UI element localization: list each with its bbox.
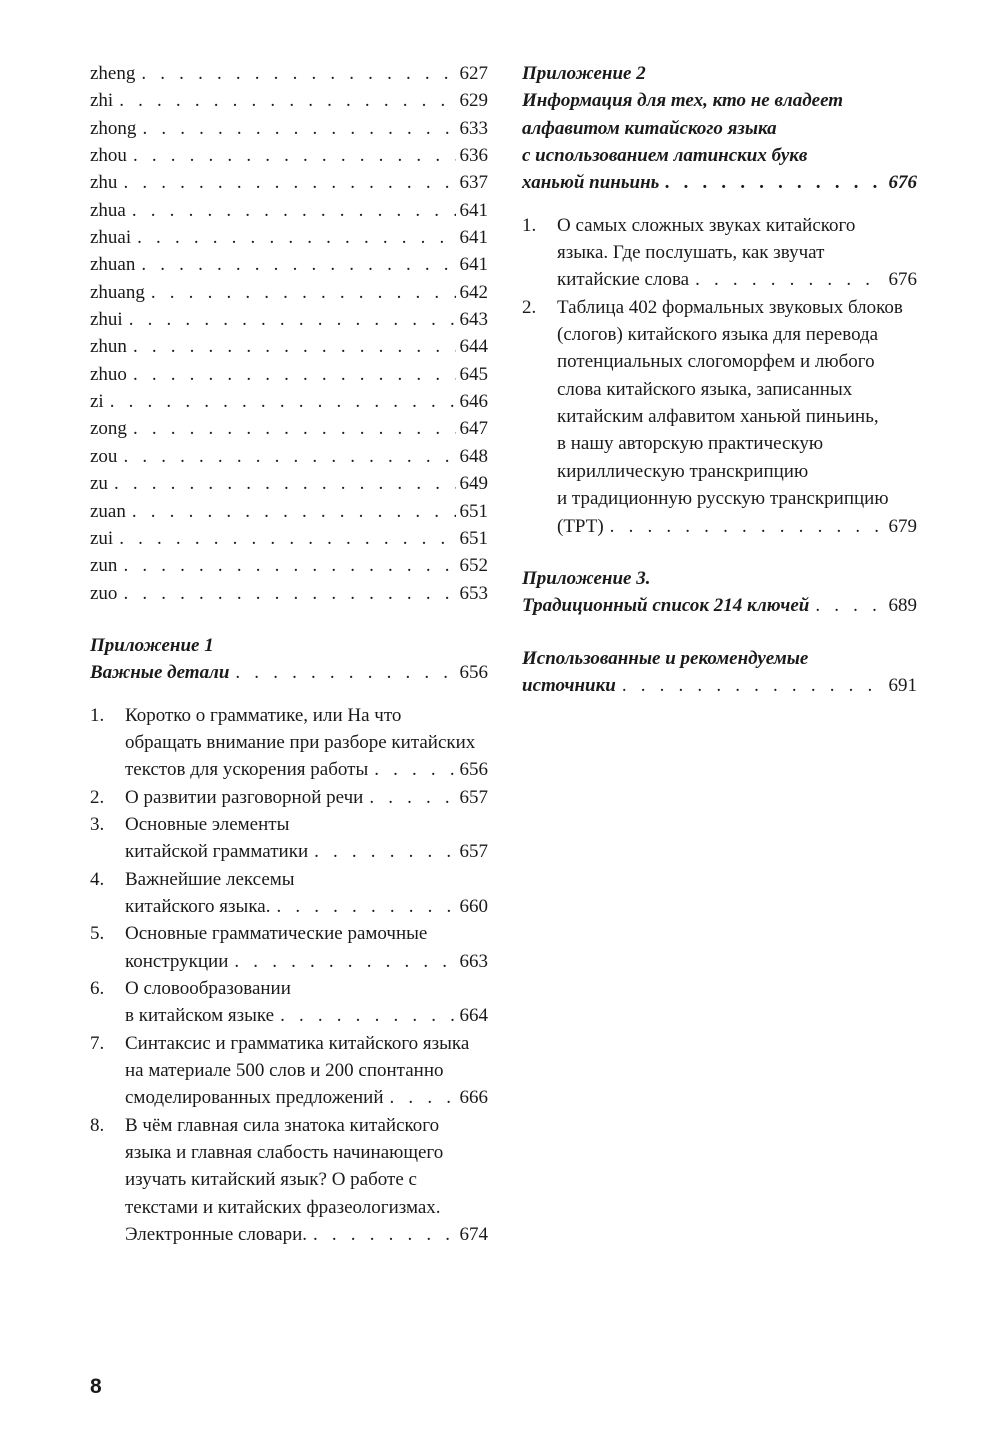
toc-entry[interactable]: [90, 1112, 488, 1249]
entry-number: 8.: [90, 1114, 105, 1136]
entry-line: слова китайского языка, записанных: [557, 378, 853, 400]
entry-page: 679: [888, 515, 917, 537]
toc-entry[interactable]: [90, 279, 488, 306]
toc-entry[interactable]: [90, 811, 488, 866]
dot-leader: [117, 169, 455, 196]
toc-entry-page: 652: [459, 555, 488, 577]
toc-entry[interactable]: [90, 784, 488, 811]
toc-entry-page: 648: [459, 445, 488, 467]
entry-body: [125, 784, 488, 811]
entry-number: 6.: [90, 978, 105, 999]
entry-page: 666: [459, 1087, 488, 1109]
dot-leader: [113, 525, 455, 552]
toc-entry-page: 627: [459, 63, 488, 84]
dot-leader: [689, 266, 884, 293]
entry-body: [125, 1030, 488, 1112]
entry-number: 5.: [90, 923, 105, 945]
toc-entry-label: zuo: [90, 582, 118, 604]
entry-line: О словообразовании: [125, 978, 291, 999]
toc-entry[interactable]: [90, 224, 488, 251]
left-column: [90, 60, 488, 1248]
toc-entry[interactable]: [522, 212, 917, 294]
entry-number: 1.: [522, 214, 537, 236]
entry-line: Коротко о грамматике, или На что: [125, 704, 402, 726]
appendix2-title-line-3: с использованием латинских букв: [522, 145, 808, 167]
toc-entry[interactable]: [90, 60, 488, 87]
entry-number: 2.: [522, 296, 537, 318]
entry-label: в китайском языке: [125, 1005, 275, 1027]
dot-leader: [135, 60, 455, 87]
toc-entry-page: 629: [459, 90, 488, 112]
dot-leader: [126, 197, 456, 224]
dot-leader: [104, 388, 456, 415]
toc-entry-label: zhuai: [90, 227, 132, 249]
toc-entry[interactable]: [90, 702, 488, 784]
entry-last-line: [125, 784, 488, 811]
toc-entry-label: zhui: [90, 309, 123, 331]
entry-line: языка и главная слабость начинающего: [125, 1142, 444, 1164]
dot-leader: [135, 251, 455, 278]
toc-entry[interactable]: [90, 333, 488, 360]
entry-last-line: [125, 838, 488, 865]
entry-last-line: [557, 266, 917, 293]
toc-entry-page: 643: [459, 309, 488, 331]
entry-line: Основные элементы: [125, 813, 290, 835]
dot-leader: [131, 224, 455, 251]
dot-leader: [307, 1221, 456, 1248]
toc-entry-page: 651: [459, 500, 488, 522]
entry-body: [125, 811, 488, 866]
entry-body: [557, 212, 917, 294]
toc-entry-label: zhuan: [90, 254, 136, 276]
appendix3-heading: Приложение 3.: [522, 567, 651, 589]
appendix2-title-line-2: алфавитом китайского языка: [522, 117, 777, 139]
entry-line: в нашу авторскую практическую: [557, 433, 824, 455]
dot-leader: [228, 948, 455, 975]
toc-entry-label: zhong: [90, 117, 137, 139]
entry-last-line: [125, 948, 488, 975]
dot-leader: [117, 443, 455, 470]
entry-page: 657: [459, 786, 488, 808]
toc-entry-label: zhi: [90, 90, 114, 112]
dot-leader: [127, 415, 456, 442]
appendix2-heading: Приложение 2: [522, 63, 646, 84]
dot-leader: [616, 672, 885, 699]
dot-leader: [604, 513, 885, 540]
toc-entry-page: 653: [459, 582, 488, 604]
dot-leader: [809, 592, 884, 619]
toc-entry-page: 651: [459, 527, 488, 549]
entry-line: и традиционную русскую транскрипцию: [557, 488, 889, 510]
dot-leader: [127, 333, 456, 360]
dot-leader: [363, 784, 455, 811]
entry-last-line: [125, 893, 488, 920]
entry-line: языка. Где послушать, как звучат: [557, 242, 825, 264]
toc-entry-page: 641: [459, 199, 488, 221]
sources-page: 691: [888, 674, 917, 696]
toc-entry[interactable]: [522, 294, 917, 540]
toc-entry-label: zhu: [90, 172, 118, 194]
dot-leader: [145, 279, 456, 306]
toc-entry[interactable]: [90, 115, 488, 142]
toc-entry[interactable]: [90, 415, 488, 442]
entry-number: 1.: [90, 704, 105, 726]
toc-entry-label: zhuo: [90, 363, 127, 385]
entry-number: 4.: [90, 868, 105, 890]
toc-entry[interactable]: [90, 470, 488, 497]
toc-entry[interactable]: [90, 306, 488, 333]
toc-entry[interactable]: [90, 920, 488, 975]
toc-entry[interactable]: [90, 525, 488, 552]
toc-entry-page: 636: [459, 145, 488, 167]
appendix2-page: 676: [888, 172, 917, 194]
entry-page: 660: [459, 895, 488, 917]
entry-number: 2.: [90, 786, 105, 808]
appendix1-title: Важные детали: [90, 662, 230, 684]
toc-entry-page: 641: [459, 254, 488, 276]
entry-body: [125, 866, 488, 921]
entry-label: текстов для ускорения работы: [125, 759, 369, 781]
entry-line: Основные грамматические рамочные: [125, 923, 428, 945]
appendix1-page: 656: [459, 662, 488, 684]
toc-entry[interactable]: [90, 1030, 488, 1112]
entry-line: потенциальных слогоморфем и любого: [557, 351, 875, 373]
entry-last-line: [125, 1221, 488, 1248]
entry-page: 664: [459, 1005, 488, 1027]
entry-body: [125, 975, 488, 1030]
dot-leader: [126, 498, 456, 525]
toc-entry-label: zhuang: [90, 281, 145, 303]
appendix2-items: [522, 212, 917, 540]
toc-entry-label: zhou: [90, 145, 127, 167]
entry-line: китайским алфавитом ханьюй пиньинь,: [557, 406, 879, 428]
entry-label: О развитии разговорной речи: [125, 786, 364, 808]
appendix1-title-entry[interactable]: [90, 659, 488, 686]
entry-last-line: [125, 1002, 488, 1029]
toc-entry[interactable]: [90, 498, 488, 525]
entry-label: конструкции: [125, 950, 229, 972]
toc-entry-page: 649: [459, 473, 488, 495]
dot-leader: [127, 361, 456, 388]
dot-leader: [229, 659, 455, 686]
toc-entry-label: zui: [90, 527, 114, 549]
entry-body: [125, 702, 488, 784]
appendix1-heading: Приложение 1: [90, 634, 214, 656]
dot-leader: [127, 142, 456, 169]
entry-page: 657: [459, 841, 488, 863]
toc-entry[interactable]: [90, 169, 488, 196]
toc-entry-label: zong: [90, 418, 127, 440]
entry-label: (ТРТ): [557, 515, 604, 537]
appendix3-title: Традиционный список 214 ключей: [522, 595, 810, 617]
page-number: 8: [90, 1375, 102, 1398]
appendix3-page: 689: [888, 595, 917, 617]
entry-line: В чём главная сила знатока китайского: [125, 1114, 440, 1136]
right-column: [522, 60, 917, 699]
appendix3-title-entry[interactable]: [522, 592, 917, 619]
dot-leader: [368, 756, 455, 783]
entry-page: 656: [459, 759, 488, 781]
entry-number: 7.: [90, 1032, 105, 1054]
toc-entry[interactable]: [90, 197, 488, 224]
toc-entry[interactable]: [90, 580, 488, 607]
toc-entry-label: zi: [90, 391, 104, 413]
entry-line: текстами и китайских фразеологизмах.: [125, 1196, 441, 1218]
entry-line: Синтаксис и грамматика китайского языка: [125, 1032, 470, 1054]
dot-leader: [270, 893, 455, 920]
entry-line: (слогов) китайского языка для перевода: [557, 324, 879, 346]
toc-entry-label: zhua: [90, 199, 126, 221]
dot-leader: [117, 580, 455, 607]
toc-entry[interactable]: [90, 552, 488, 579]
entry-body: [125, 920, 488, 975]
dot-leader: [117, 552, 455, 579]
toc-entry-label: zheng: [90, 63, 136, 84]
appendix2-title-entry[interactable]: [522, 169, 917, 196]
sources-title-last: источники: [522, 674, 616, 696]
entry-line: О самых сложных звуках китайского: [557, 214, 856, 236]
toc-entry[interactable]: [90, 388, 488, 415]
entry-line: на материале 500 слов и 200 спонтанно: [125, 1060, 444, 1082]
toc-entry[interactable]: [90, 142, 488, 169]
toc-entry[interactable]: [90, 866, 488, 921]
entry-body: [125, 1112, 488, 1249]
entry-last-line: [125, 1084, 488, 1111]
entry-page: 663: [459, 950, 488, 972]
appendix1-items: [90, 702, 488, 1249]
toc-entry[interactable]: [90, 443, 488, 470]
entry-page: 674: [459, 1224, 488, 1246]
toc-entry-page: 641: [459, 227, 488, 249]
dot-leader: [108, 470, 456, 497]
entry-line: кириллическую транскрипцию: [557, 460, 809, 482]
toc-entry-label: zuan: [90, 500, 126, 522]
toc-entry-page: 644: [459, 336, 488, 358]
entry-label: Электронные словари.: [125, 1224, 307, 1246]
entry-line: Таблица 402 формальных звуковых блоков: [557, 296, 903, 318]
dot-leader: [308, 838, 455, 865]
toc-entry[interactable]: [90, 361, 488, 388]
toc-entry-label: zu: [90, 473, 108, 495]
entry-line: обращать внимание при разборе китайских: [125, 731, 476, 753]
dot-leader: [384, 1084, 456, 1111]
dot-leader: [136, 115, 455, 142]
entry-label: китайского языка.: [125, 895, 271, 917]
dot-leader: [274, 1002, 455, 1029]
entry-line: изучать китайский язык? О работе с: [125, 1169, 417, 1191]
entry-line: Важнейшие лексемы: [125, 868, 295, 890]
appendix2-title-line-1: Информация для тех, кто не владеет: [522, 90, 844, 112]
dot-leader: [123, 306, 456, 333]
entry-page: 676: [888, 269, 917, 291]
appendix2-title-last: ханьюй пиньинь: [522, 172, 660, 194]
entry-label: смоделированных предложений: [125, 1087, 384, 1109]
toc-entry-page: 645: [459, 363, 488, 385]
toc-entry-label: zhun: [90, 336, 127, 358]
toc-entry-page: 647: [459, 418, 488, 440]
toc-entry-page: 642: [459, 281, 488, 303]
toc-entry-page: 637: [459, 172, 488, 194]
sources-title-entry[interactable]: [522, 672, 917, 699]
toc-entry[interactable]: [90, 251, 488, 278]
toc-entry-page: 646: [459, 391, 488, 413]
entry-last-line: [557, 513, 917, 540]
toc-entry-label: zun: [90, 555, 118, 577]
toc-entry-label: zou: [90, 445, 118, 467]
entry-label: китайской грамматики: [125, 841, 309, 863]
toc-entry-page: 633: [459, 117, 488, 139]
entry-label: китайские слова: [557, 269, 690, 291]
dot-leader: [113, 87, 455, 114]
entry-number: 3.: [90, 813, 105, 835]
sources-title-line: Использованные и рекомендуемые: [522, 647, 809, 669]
toc-entry[interactable]: [90, 87, 488, 114]
entry-body: [557, 294, 917, 540]
syllable-index-list: [90, 60, 488, 607]
dot-leader: [659, 169, 884, 196]
toc-entry[interactable]: [90, 975, 488, 1030]
entry-last-line: [125, 756, 488, 783]
